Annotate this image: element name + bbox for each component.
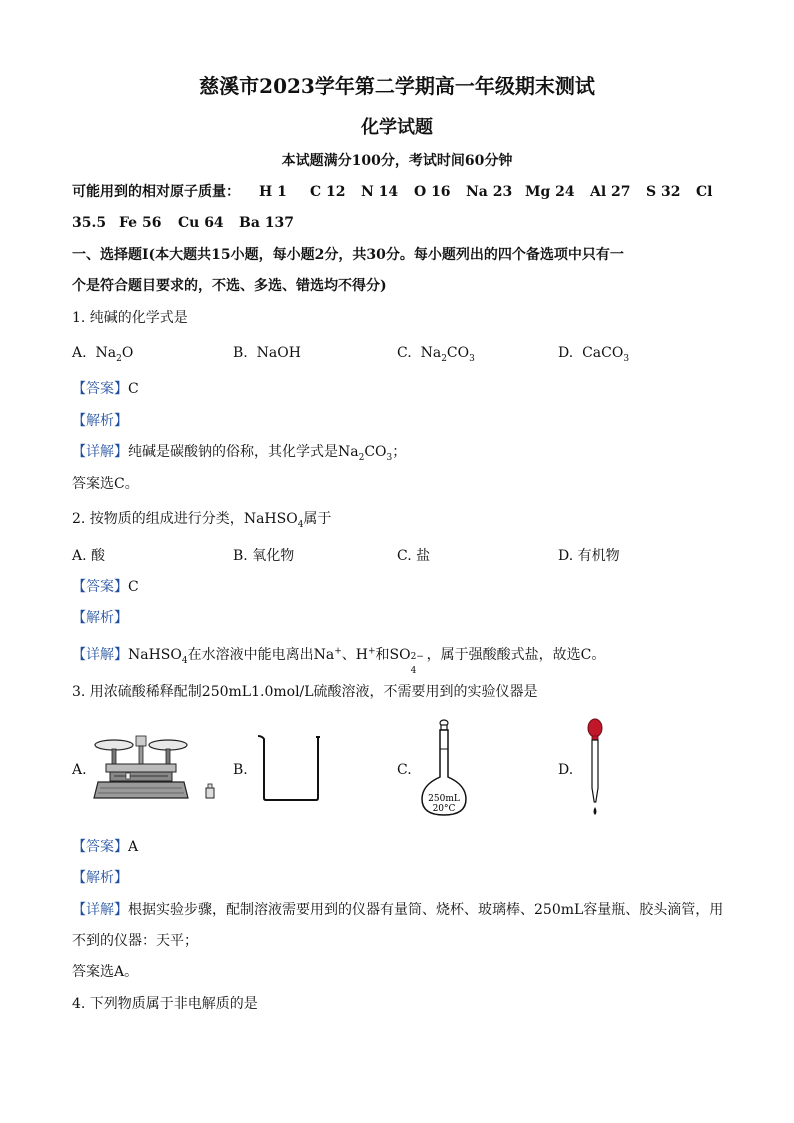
atomic-mass-c: C 12 (310, 184, 346, 200)
q2-stem: 2. 按物质的组成进行分类，NaHSO$_4$属于 (72, 511, 332, 530)
q4-stem: 4. 下列物质属于非电解质的是 (72, 996, 258, 1012)
section-heading-1: 一、选择题Ⅰ(本大题共15小题，每小题2分，共30分。每小题列出的四个备选项中只有一 (72, 247, 624, 263)
detail-tag: 【详解】 (72, 902, 128, 918)
atomic-mass-al: Al 27 (590, 184, 631, 200)
detail-tag: 【详解】 (72, 444, 128, 460)
q2-answer (72, 578, 139, 596)
q3-option-d-label: D. (558, 762, 574, 778)
q2-detail: 【详解】NaHSO$_4$在水溶液中能电离出Na+、H+和SO 2− 4 ，属于强酸酸式盐，故选C。 (72, 646, 606, 676)
q2-analysis (72, 609, 128, 627)
atomic-mass-label: 可能用到的相对原子质量： (72, 184, 240, 200)
q1-analysis (72, 412, 128, 430)
analysis-tag: 【解析】 (72, 870, 128, 886)
q1-stem: 1. 纯碱的化学式是 (72, 310, 188, 326)
q2-option-b: B. 氧化物 (233, 548, 295, 564)
q3-answer (72, 838, 138, 856)
atomic-mass-s: S 32 (646, 184, 681, 200)
q3-analysis (72, 869, 128, 887)
atomic-mass-cl: Cl (696, 184, 713, 200)
q3-detail-1: 【详解】根据实验步骤，配制溶液需要用到的仪器有量筒、烧杯、玻璃棒、250mL容量瓶、胶头滴管，用 (72, 902, 724, 918)
page-title: 慈溪市2023学年第二学期高一年级期末测试 (199, 74, 595, 98)
q1-option-c: C. $Na_2CO_3$ (397, 345, 475, 364)
page-subtitle: 化学试题 (361, 117, 433, 138)
q3-conclusion: 答案选A。 (72, 964, 139, 980)
q1-answer (72, 380, 139, 398)
atomic-mass-ba: Ba 137 (239, 215, 295, 231)
q1-detail: 【详解】纯碱是碳酸钠的俗称，其化学式是$Na_2CO_3$； (72, 444, 407, 463)
q2-answer-value: C (128, 579, 139, 595)
q2-option-c: C. 盐 (397, 548, 431, 564)
volumetric-flask-icon (420, 719, 468, 817)
atomic-mass-cu: Cu 64 (178, 215, 224, 231)
atomic-mass-na: Na 23 (466, 184, 513, 200)
atomic-mass-n: N 14 (361, 184, 399, 200)
q3-stem: 3. 用浓硫酸稀释配制250mL1.0mol/L硫酸溶液，不需要用到的实验仪器是 (72, 684, 538, 700)
q3-option-c-label: C. (397, 762, 412, 778)
q1-answer-value: C (128, 381, 139, 397)
q3-detail-2: 不到的仪器：天平； (72, 933, 198, 949)
flask-label-temperature: 20°C (432, 804, 456, 814)
balance-scale-icon (92, 732, 220, 804)
atomic-mass-cl-value: 35.5 (72, 215, 107, 231)
section-heading-2: 个是符合题目要求的，不选、多选、错选均不得分) (72, 278, 387, 294)
q3-answer-value: A (128, 839, 139, 855)
atomic-mass-line-2 (72, 214, 295, 232)
exam-info: 本试题满分100分，考试时间60分钟 (281, 153, 513, 169)
q2-option-a: A. 酸 (72, 548, 106, 564)
q3-option-a-label: A. (72, 762, 87, 778)
beaker-icon (256, 734, 322, 802)
flask-label-volume: 250mL (428, 794, 460, 804)
analysis-tag: 【解析】 (72, 413, 128, 429)
q1-conclusion: 答案选C。 (72, 476, 139, 492)
answer-tag: 【答案】 (72, 839, 128, 855)
q1-option-b: B. NaOH (233, 345, 301, 361)
detail-tag: 【详解】 (72, 647, 128, 663)
dropper-icon (583, 718, 607, 818)
atomic-mass-h: H 1 (259, 184, 287, 200)
atomic-mass-mg: Mg 24 (525, 184, 575, 200)
atomic-mass-fe: Fe 56 (119, 215, 162, 231)
q2-option-d: D. 有机物 (558, 548, 620, 564)
q1-option-a: A. $Na_2O$ (72, 345, 134, 364)
q1-option-d: D. CaCO$_3$ (558, 345, 630, 364)
atomic-mass-o: O 16 (414, 184, 451, 200)
analysis-tag: 【解析】 (72, 610, 128, 626)
answer-tag: 【答案】 (72, 579, 128, 595)
atomic-mass-line-1 (72, 183, 713, 201)
q3-option-b-label: B. (233, 762, 248, 778)
answer-tag: 【答案】 (72, 381, 128, 397)
